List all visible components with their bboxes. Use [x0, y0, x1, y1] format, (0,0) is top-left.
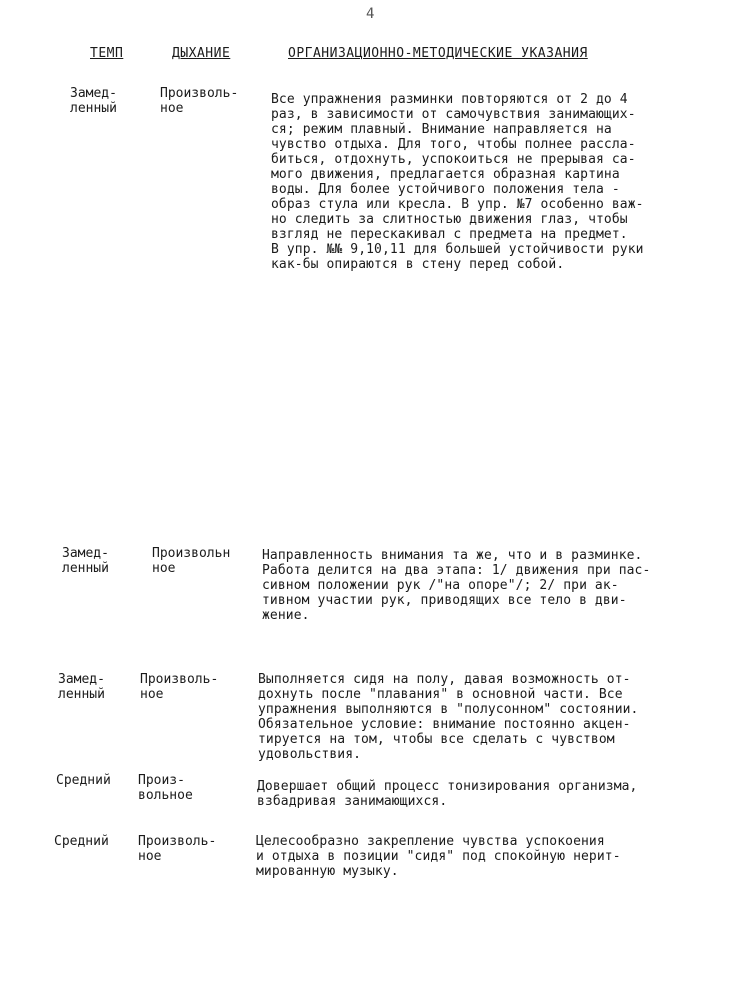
row-2-tempo: Замед- ленный — [62, 546, 109, 576]
page-number: 4 — [366, 6, 375, 22]
row-1-tempo: Замед- ленный — [70, 86, 117, 116]
row-5-instructions: Целесообразно закрепление чувства успокоения и отдыха в позиции "сидя" под спокойную нерит- мированную музыку. — [256, 834, 621, 879]
row-1-breathing: Произволь- ное — [160, 86, 239, 116]
row-2-instructions: Направленность внимания та же, что и в разминке. Работа делится на два этапа: 1/ движения при пас- сивном положении рук /"на опоре"/; 2/ при ак- тивном участии рук, приводящих все тело в дви- жение. — [262, 548, 651, 623]
row-5-breathing: Произволь- ное — [138, 834, 217, 864]
header-breathing: ДЫХАНИЕ — [172, 46, 231, 61]
row-4-breathing: Произ- вольное — [138, 773, 193, 803]
row-3-tempo: Замед- ленный — [58, 672, 105, 702]
row-2-breathing: Произвольн ное — [152, 546, 231, 576]
row-3-breathing: Произволь- ное — [140, 672, 219, 702]
row-4-instructions: Довершает общий процесс тонизирования организма, взбадривая занимающихся. — [257, 779, 638, 809]
header-tempo: ТЕМП — [90, 46, 124, 61]
row-3-instructions: Выполняется сидя на полу, давая возможность от- дохнуть после "плавания" в основной части. Все упражнения выполняются в "полусонном" состоянии. Обязательное условие: внимание постоянно акцен- тируется на том, чтобы все сделать с чувством удовольствия. — [258, 672, 639, 762]
row-4-tempo: Средний — [56, 773, 111, 788]
header-instructions: ОРГАНИЗАЦИОННО-МЕТОДИЧЕСКИЕ УКАЗАНИЯ — [288, 46, 588, 61]
row-5-tempo: Средний — [54, 834, 109, 849]
row-1-instructions: Все упражнения разминки повторяются от 2 до 4 раз, в зависимости от самочувствия занимающих- ся; режим плавный. Внимание направляется на чувство отдыха. Для того, чтобы полнее рассла- биться, отдохнуть, успокоиться не прерывая са- мого движения, предлагается образная картина воды. Для более устойчивого положения тела - образ стула или кресла. В упр. №7 особенно важ- но следить за слитностью движения глаз, чтобы взгляд не перескакивал с предмета на предмет. В упр. №№ 9,10,11 для большей устойчивости руки как-бы опираются в стену перед собой. — [271, 92, 644, 272]
